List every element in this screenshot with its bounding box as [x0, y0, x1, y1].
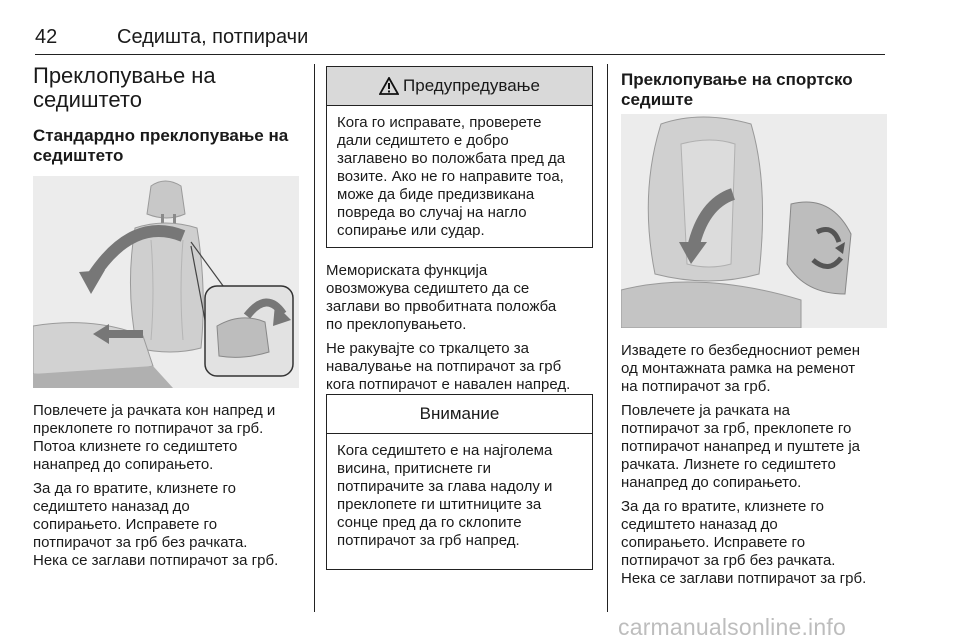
warning-box [326, 66, 593, 248]
column-left [33, 64, 301, 166]
caution-body: Кога седиштето е на најголема висина, притиснете ги потпирачите за глава надолу и преклопете ги штитниците за сонце пред да го склопите потпирачот за грб напред. [337, 442, 553, 549]
warning-triangle-icon [379, 77, 399, 95]
paragraph: Меморискaта функција овозможува седиштето да се заглави во првобитната положба по преклопувањето. [326, 262, 557, 333]
caution-box [326, 394, 593, 570]
section-heading: Преклопување на спортско седиште [621, 70, 853, 109]
column-right [621, 70, 887, 110]
caution-header [327, 395, 592, 434]
paragraph: Повлечете ја рачката на потпирачот за грб, преклопете го потпирачот нанапред и пуштете ја рачката. Лизнете го седиштето нанапред до сопирањето. [621, 402, 861, 491]
page-title: Седишта, потпирачи [117, 26, 309, 48]
column-left-text [33, 402, 301, 570]
page-header [35, 26, 885, 55]
section-heading: Преклопување на седиштето [33, 63, 216, 112]
paragraph: За да го вратите, клизнете го седиштето наназад до сопирањето. Исправете го потпирачот за грб без рачката. Нека се заглави потпирачот за грб. [621, 498, 867, 587]
column-divider [314, 64, 315, 612]
paragraph: Извадете го безбедносниот ремен од монтажната рамка на ременот на потпирачот за грб. [621, 342, 861, 395]
column-divider [607, 64, 608, 612]
subsection-heading: Стандардно преклопување на седиштето [33, 126, 289, 165]
sport-seat-folding-illustration [621, 114, 887, 328]
page-number: 42 [35, 26, 58, 48]
column-right-text [621, 342, 887, 588]
warning-title: Предупредување [403, 76, 540, 95]
watermark: carmanualsonline.info [618, 614, 846, 640]
warning-body: Кога го исправате, проверете дали седиштето е добро заглавено во положбата пред да возите. Ако не го направите тоа, може да биде предизвикана повреда во случај на нагло сопирање или судар. [337, 114, 566, 239]
caution-title: Внимание [419, 404, 500, 423]
column-middle-text [326, 262, 594, 394]
paragraph: Не ракувајте со тркалцето за навалување на потпирачот за грб кога потпирачот е навален напред. [326, 340, 571, 393]
paragraph: Повлечете ја рачката кон напред и преклопете го потпирачот за грб. Потоа клизнете го седиштето нанапред до сопирањето. [33, 402, 276, 473]
paragraph: За да го вратите, клизнете го седиштето наназад до сопирањето. Исправете го потпирачот за грб без рачката. Нека се заглави потпирачот за грб. [33, 480, 279, 569]
warning-header [327, 67, 592, 106]
standard-seat-folding-illustration [33, 176, 299, 388]
